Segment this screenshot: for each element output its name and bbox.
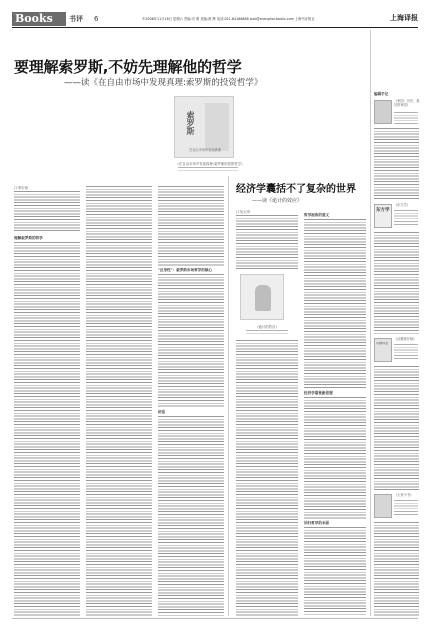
second-col-2-text: [304, 219, 366, 389]
book-cover-label: 索罗斯: [186, 111, 195, 135]
sidebar-cover-2-label: 东方学: [376, 208, 390, 213]
sidebar-text-3: [374, 366, 419, 490]
second-col-2-text-3: [304, 527, 366, 616]
second-section-heading-1: 哲学视角的意义: [304, 213, 330, 217]
sidebar-listing-3-title: 《从哪里开始》: [394, 337, 417, 341]
book-cover-panel: [205, 103, 229, 151]
sidebar-listing-2-title: 《东方学》: [394, 203, 410, 207]
second-book-caption-detail: [246, 330, 288, 335]
sidebar-listing-1-title: 《家园：历史，我们的家园》: [394, 99, 420, 107]
page-header: [12, 12, 418, 26]
main-section-heading-1: 理解索罗斯的哲学: [14, 236, 43, 240]
sidebar-cover-4: [374, 494, 392, 518]
main-col-2-text: [86, 186, 152, 616]
header-rule: [12, 27, 418, 28]
main-col-3-text-2: [158, 274, 224, 408]
section-name: 书评: [69, 15, 83, 23]
second-section-heading-3: 回归哲学的本原: [304, 521, 330, 525]
section-logo: Books: [12, 12, 66, 26]
main-subheadline: ——读《在自由市场中发现真理:索罗斯的投资哲学》: [64, 78, 263, 88]
sidebar-cover-2: [374, 204, 392, 228]
sidebar-label-top: 编辑手记: [374, 92, 389, 96]
book-cover-image: [174, 96, 234, 158]
sidebar-text-2: [374, 232, 419, 334]
sidebar-listing-1-meta: [394, 112, 418, 124]
main-col-1-text: [14, 191, 80, 233]
sidebar-cover-3: [374, 338, 392, 362]
second-col-1-text-2: [236, 340, 298, 616]
main-author-byline: 口李宏伟: [14, 186, 29, 190]
main-headline: 要理解索罗斯,不妨先理解他的哲学: [14, 58, 242, 76]
second-col-1-text: [236, 215, 298, 269]
second-book-cover: [240, 274, 284, 320]
second-section-heading-2: 经济学需要新思想: [304, 391, 333, 395]
sidebar-listing-3-meta: [394, 344, 418, 360]
second-col-2-text-2: [304, 397, 366, 519]
column-separator-1: [228, 176, 229, 616]
main-col-3-text: [158, 186, 224, 266]
sidebar-text-1: [374, 128, 419, 200]
second-headline: 经济学囊括不了复杂的世界: [236, 184, 356, 195]
sidebar-listing-2-meta: [394, 210, 418, 226]
sidebar-listing-4-meta: [394, 500, 418, 516]
sidebar-cover-3-label: 从哪里开始: [376, 342, 388, 345]
sidebar-listing-4-title: 《大家小书》: [394, 493, 414, 497]
second-subheadline: ——读《诡计的效应》: [252, 198, 303, 204]
sidebar-text-4: [374, 522, 419, 616]
masthead: 上海译报: [390, 13, 418, 22]
dateline: ©2006年11月18日 星期六 责编:冯 明 美编:黄 辉 电话:021-64166688 jsxb@shanghai-books.com 上海书评报社: [142, 17, 315, 21]
second-book-caption: 《诡计的效应》: [255, 325, 279, 329]
main-col-3-text-3: [158, 416, 224, 616]
book-caption-detail: [178, 167, 238, 172]
column-separator-2: [370, 30, 371, 616]
sidebar-cover-1: [374, 100, 392, 124]
main-section-heading-2: "反身性"：索罗斯市场哲学的核心: [158, 268, 213, 272]
main-section-heading-3: 结语: [158, 410, 166, 414]
second-author-byline: 口吴大华: [236, 210, 251, 214]
page-number: 6: [94, 15, 99, 23]
second-book-cover-figure: [255, 285, 271, 311]
main-col-1-text-2: [14, 242, 80, 616]
book-cover-title: 在自由市场中发现真理: [189, 148, 221, 152]
book-caption: 《在自由市场中发现真理:索罗斯的投资哲学》: [175, 162, 245, 166]
footer-rule: [12, 618, 418, 619]
